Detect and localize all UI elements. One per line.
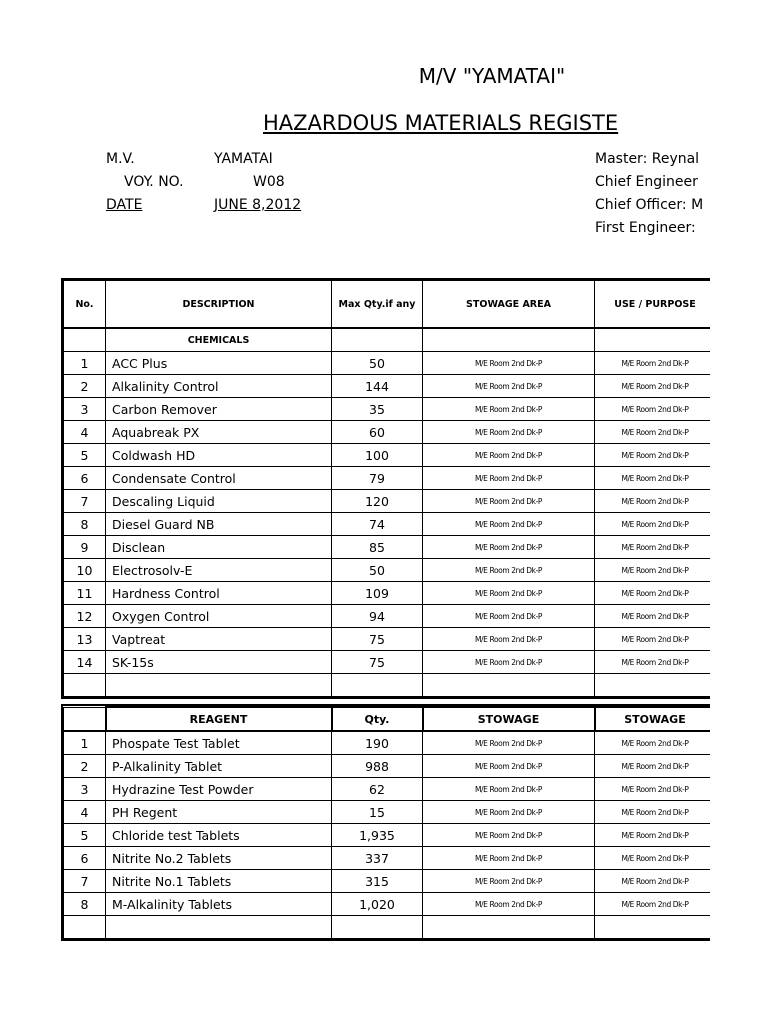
- row-stowage: M/E Room 2nd Dk-P: [423, 467, 595, 490]
- row-use: M/E Room 2nd Dk-P: [595, 582, 711, 605]
- table-row: [64, 628, 711, 651]
- row-number: 10: [64, 559, 106, 582]
- row-use: M/E Room 2nd Dk-P: [595, 824, 711, 847]
- row-use: M/E Room 2nd Dk-P: [595, 375, 711, 398]
- col-header-stowage-area: STOWAGE AREA: [423, 281, 595, 329]
- row-number: 14: [64, 651, 106, 674]
- row-description: Condensate Control: [106, 467, 332, 490]
- empty-row: [64, 674, 711, 697]
- row-description: Diesel Guard NB: [106, 513, 332, 536]
- table-row: [64, 582, 711, 605]
- row-stowage: M/E Room 2nd Dk-P: [423, 559, 595, 582]
- row-quantity: 79: [332, 467, 423, 490]
- row-use: M/E Room 2nd Dk-P: [595, 628, 711, 651]
- mv-label: M.V.: [106, 151, 135, 167]
- table-row: [64, 375, 711, 398]
- table-row: [64, 847, 711, 870]
- row-use: M/E Room 2nd Dk-P: [595, 490, 711, 513]
- register-title: HAZARDOUS MATERIALS REGISTE: [263, 111, 619, 135]
- row-stowage: M/E Room 2nd Dk-P: [423, 398, 595, 421]
- row-stowage: M/E Room 2nd Dk-P: [423, 870, 595, 893]
- table-row: [64, 731, 711, 755]
- row-description: Disclean: [106, 536, 332, 559]
- table-row: [64, 536, 711, 559]
- section-label-chemicals: CHEMICALS: [106, 328, 332, 352]
- row-stowage: M/E Room 2nd Dk-P: [423, 444, 595, 467]
- row-use: M/E Room 2nd Dk-P: [595, 731, 711, 755]
- row-quantity: 94: [332, 605, 423, 628]
- table-row: [64, 421, 711, 444]
- row-description: Descaling Liquid: [106, 490, 332, 513]
- row-quantity: 109: [332, 582, 423, 605]
- row-use: M/E Room 2nd Dk-P: [595, 893, 711, 916]
- row-stowage: M/E Room 2nd Dk-P: [423, 582, 595, 605]
- col-header-no: [64, 707, 106, 731]
- row-description: Hydrazine Test Powder: [106, 778, 332, 801]
- table-row: [64, 559, 711, 582]
- row-quantity: 144: [332, 375, 423, 398]
- row-number: 1: [64, 731, 106, 755]
- row-quantity: 1,020: [332, 893, 423, 916]
- date-label: DATE: [106, 197, 143, 213]
- row-number: 3: [64, 398, 106, 421]
- row-quantity: 50: [332, 559, 423, 582]
- col-header-stowage: STOWAGE: [423, 707, 595, 731]
- row-use: M/E Room 2nd Dk-P: [595, 605, 711, 628]
- row-stowage: M/E Room 2nd Dk-P: [423, 513, 595, 536]
- table-row: [64, 755, 711, 778]
- row-use: M/E Room 2nd Dk-P: [595, 513, 711, 536]
- row-number: 6: [64, 467, 106, 490]
- row-description: Aquabreak PX: [106, 421, 332, 444]
- table-row: [64, 893, 711, 916]
- row-number: 4: [64, 801, 106, 824]
- row-description: Hardness Control: [106, 582, 332, 605]
- reagent-table: [61, 704, 710, 941]
- row-stowage: M/E Room 2nd Dk-P: [423, 628, 595, 651]
- row-quantity: 74: [332, 513, 423, 536]
- row-quantity: 120: [332, 490, 423, 513]
- table-row: [64, 490, 711, 513]
- row-quantity: 100: [332, 444, 423, 467]
- row-use: M/E Room 2nd Dk-P: [595, 421, 711, 444]
- col-header-stowage-2: STOWAGE: [595, 707, 711, 731]
- col-header-reagent: REAGENT: [106, 707, 332, 731]
- row-description: Nitrite No.1 Tablets: [106, 870, 332, 893]
- row-use: M/E Room 2nd Dk-P: [595, 801, 711, 824]
- row-stowage: M/E Room 2nd Dk-P: [423, 824, 595, 847]
- row-description: P-Alkalinity Tablet: [106, 755, 332, 778]
- row-quantity: 190: [332, 731, 423, 755]
- table-row: [64, 467, 711, 490]
- row-number: 4: [64, 421, 106, 444]
- row-stowage: M/E Room 2nd Dk-P: [423, 893, 595, 916]
- row-description: Electrosolv-E: [106, 559, 332, 582]
- row-use: M/E Room 2nd Dk-P: [595, 755, 711, 778]
- table-row: [64, 870, 711, 893]
- table-row: [64, 398, 711, 421]
- table-row: [64, 824, 711, 847]
- row-use: M/E Room 2nd Dk-P: [595, 536, 711, 559]
- first-engineer-label: First Engineer:: [595, 220, 696, 236]
- row-quantity: 315: [332, 870, 423, 893]
- row-quantity: 60: [332, 421, 423, 444]
- row-description: Vaptreat: [106, 628, 332, 651]
- row-number: 5: [64, 444, 106, 467]
- row-number: 7: [64, 870, 106, 893]
- table-row: [64, 352, 711, 375]
- row-description: SK-15s: [106, 651, 332, 674]
- row-description: Chloride test Tablets: [106, 824, 332, 847]
- col-header-no: No.: [64, 281, 106, 329]
- table-header-row: [64, 281, 711, 329]
- row-quantity: 50: [332, 352, 423, 375]
- row-quantity: 62: [332, 778, 423, 801]
- row-quantity: 337: [332, 847, 423, 870]
- row-number: 1: [64, 352, 106, 375]
- row-number: 3: [64, 778, 106, 801]
- table-row: [64, 444, 711, 467]
- row-use: M/E Room 2nd Dk-P: [595, 352, 711, 375]
- row-stowage: M/E Room 2nd Dk-P: [423, 801, 595, 824]
- mv-value: YAMATAI: [214, 151, 273, 167]
- row-use: M/E Room 2nd Dk-P: [595, 559, 711, 582]
- voy-label: VOY. NO.: [124, 174, 184, 190]
- row-description: Carbon Remover: [106, 398, 332, 421]
- chief-engineer-label: Chief Engineer: [595, 174, 698, 190]
- ship-title: M/V "YAMATAI": [418, 64, 566, 88]
- row-number: 2: [64, 755, 106, 778]
- row-stowage: M/E Room 2nd Dk-P: [423, 490, 595, 513]
- row-number: 8: [64, 893, 106, 916]
- row-use: M/E Room 2nd Dk-P: [595, 847, 711, 870]
- row-number: 9: [64, 536, 106, 559]
- row-use: M/E Room 2nd Dk-P: [595, 444, 711, 467]
- row-use: M/E Room 2nd Dk-P: [595, 778, 711, 801]
- table-row: [64, 778, 711, 801]
- row-quantity: 85: [332, 536, 423, 559]
- row-quantity: 75: [332, 651, 423, 674]
- section-row: [64, 328, 711, 352]
- row-description: PH Regent: [106, 801, 332, 824]
- row-description: Nitrite No.2 Tablets: [106, 847, 332, 870]
- col-header-qty: Qty.: [332, 707, 423, 731]
- row-number: 6: [64, 847, 106, 870]
- row-description: Oxygen Control: [106, 605, 332, 628]
- empty-row: [64, 916, 711, 939]
- table-row: [64, 513, 711, 536]
- row-description: ACC Plus: [106, 352, 332, 375]
- table-header-row: [64, 707, 711, 731]
- row-stowage: M/E Room 2nd Dk-P: [423, 375, 595, 398]
- row-stowage: M/E Room 2nd Dk-P: [423, 731, 595, 755]
- row-quantity: 988: [332, 755, 423, 778]
- row-stowage: M/E Room 2nd Dk-P: [423, 421, 595, 444]
- chief-officer-label: Chief Officer: M: [595, 197, 704, 213]
- row-quantity: 75: [332, 628, 423, 651]
- table-row: [64, 801, 711, 824]
- row-quantity: 35: [332, 398, 423, 421]
- row-description: Phospate Test Tablet: [106, 731, 332, 755]
- row-use: M/E Room 2nd Dk-P: [595, 467, 711, 490]
- row-description: M-Alkalinity Tablets: [106, 893, 332, 916]
- row-number: 11: [64, 582, 106, 605]
- row-number: 5: [64, 824, 106, 847]
- row-number: 12: [64, 605, 106, 628]
- table-row: [64, 651, 711, 674]
- col-header-description: DESCRIPTION: [106, 281, 332, 329]
- row-stowage: M/E Room 2nd Dk-P: [423, 755, 595, 778]
- voy-value: W08: [253, 174, 285, 190]
- row-number: 2: [64, 375, 106, 398]
- row-stowage: M/E Room 2nd Dk-P: [423, 651, 595, 674]
- col-header-max-qty: Max Qty.if any: [332, 281, 423, 329]
- row-number: 7: [64, 490, 106, 513]
- row-stowage: M/E Room 2nd Dk-P: [423, 778, 595, 801]
- row-stowage: M/E Room 2nd Dk-P: [423, 536, 595, 559]
- chemicals-table: [61, 278, 710, 699]
- master-label: Master: Reynal: [595, 151, 700, 167]
- row-description: Alkalinity Control: [106, 375, 332, 398]
- row-description: Coldwash HD: [106, 444, 332, 467]
- row-number: 13: [64, 628, 106, 651]
- date-value: JUNE 8,2012: [214, 197, 302, 213]
- row-number: 8: [64, 513, 106, 536]
- row-quantity: 15: [332, 801, 423, 824]
- row-stowage: M/E Room 2nd Dk-P: [423, 352, 595, 375]
- row-use: M/E Room 2nd Dk-P: [595, 398, 711, 421]
- col-header-use-purpose: USE / PURPOSE: [595, 281, 711, 329]
- row-use: M/E Room 2nd Dk-P: [595, 870, 711, 893]
- table-row: [64, 605, 711, 628]
- row-stowage: M/E Room 2nd Dk-P: [423, 605, 595, 628]
- row-stowage: M/E Room 2nd Dk-P: [423, 847, 595, 870]
- row-use: M/E Room 2nd Dk-P: [595, 651, 711, 674]
- row-quantity: 1,935: [332, 824, 423, 847]
